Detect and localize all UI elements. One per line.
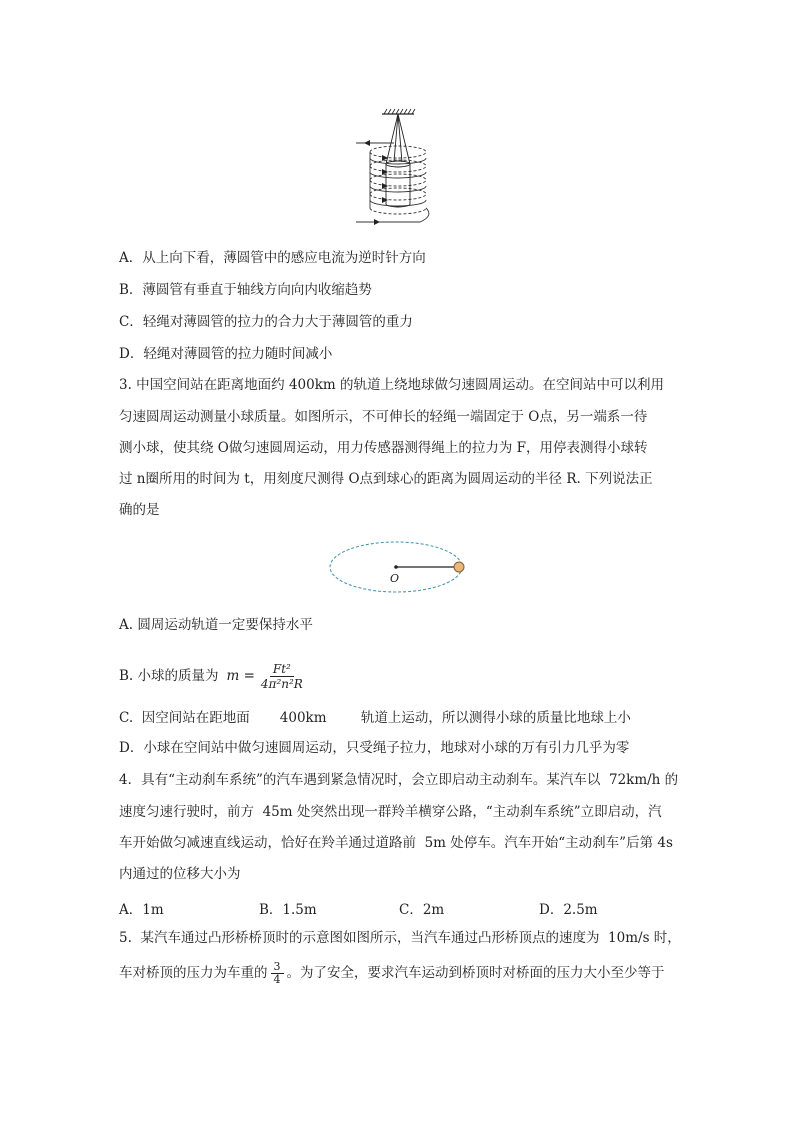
q3-option-b[interactable] <box>119 660 679 692</box>
q3-stem-line3: 测小球，使其绕 O做匀速圆周运动，用力传感器测得绳上的拉力为 F，用停表测得小球转 <box>119 440 648 456</box>
circular-motion-figure <box>328 538 468 594</box>
q5-stem-line2 <box>119 956 679 990</box>
coil-tube-figure <box>350 108 440 232</box>
q3-option-d[interactable]: D．小球在空间站中做匀速圆周运动，只受绳子拉力，地球对小球的万有引力几乎为零 <box>119 740 630 756</box>
q3-option-c[interactable]: C. 因空间站在距地面 400km 轨道上运动，所以测得小球的质量比地球上小 <box>119 710 631 726</box>
q3-option-b-fraction <box>258 662 306 691</box>
q3-stem-line1: 3. 中国空间站在距离地面约 400km 的轨道上绕地球做匀速圆周运动。在空间站中可以利用 <box>119 377 665 393</box>
q4-option-c[interactable]: C．2m <box>399 902 445 918</box>
q4-stem-line4: 内通过的位移大小为 <box>119 866 241 882</box>
ball <box>454 562 464 572</box>
q4-option-b[interactable]: B．1.5m <box>259 902 317 918</box>
q5-fraction-numerator: 3 <box>271 961 284 974</box>
q2-option-b[interactable]: B．薄圆管有垂直于轴线方向向内收缩趋势 <box>119 282 372 298</box>
q2-option-a[interactable]: A．从上向下看，薄圆管中的感应电流为逆时针方向 <box>119 250 426 266</box>
q3-option-b-prefix: B. 小球的质量为 <box>119 668 219 684</box>
q2-option-c[interactable]: C．轻绳对薄圆管的拉力的合力大于薄圆管的重力 <box>119 314 413 330</box>
q5-fraction-denominator: 4 <box>273 972 281 986</box>
q3-stem-line4: 过 n圈所用的时间为 t，用刻度尺测得 O点到球心的距离为圆周运动的半径 R. 下列说法正 <box>119 471 653 487</box>
q5-stem-line1: 5. 某汽车通过凸形桥桥顶时的示意图如图所示，当汽车通过凸形桥顶点的速度为 10m/s 时， <box>119 930 681 946</box>
q3-option-b-lhs: m = <box>226 668 255 684</box>
q5-line2-prefix: 车对桥顶的压力为车重的 <box>119 965 268 981</box>
q3-option-a[interactable]: A. 圆周运动轨道一定要保持水平 <box>119 617 313 633</box>
fraction-numerator: Ft² <box>270 662 294 677</box>
label-o: O <box>390 572 400 585</box>
q4-option-a[interactable]: A．1m <box>119 902 164 918</box>
q4-stem-line3: 车开始做匀减速直线运动，恰好在羚羊通过道路前 5m 处停车。汽车开始“主动刹车”后第 4s <box>119 835 673 851</box>
q5-line2-suffix: 。为了安全，要求汽车运动到桥顶时对桥面的压力大小至少等于 <box>286 965 665 981</box>
q4-options-row <box>119 898 679 918</box>
fraction-denominator: 4π²n²R <box>260 676 303 691</box>
q4-option-d[interactable]: D．2.5m <box>539 902 598 918</box>
q3-stem-line2: 匀速圆周运动测量小球质量。如图所示，不可伸长的轻绳一端固定于 O点，另一端系一待 <box>119 409 648 425</box>
q4-stem-line1: 4．具有“主动刹车系统”的汽车遇到紧急情况时，会立即启动主动刹车。某汽车以 72km/h 的 <box>119 772 679 788</box>
q4-stem-line2: 速度匀速行驶时，前方 45m 处突然出现一群羚羊横穿公路，“主动刹车系统”立即启动，汽 <box>119 804 662 820</box>
q5-fraction <box>271 961 284 986</box>
center-point-o <box>394 565 398 569</box>
q2-option-d[interactable]: D．轻绳对薄圆管的拉力随时间减小 <box>119 346 333 362</box>
q3-stem-line5: 确的是 <box>119 502 160 518</box>
